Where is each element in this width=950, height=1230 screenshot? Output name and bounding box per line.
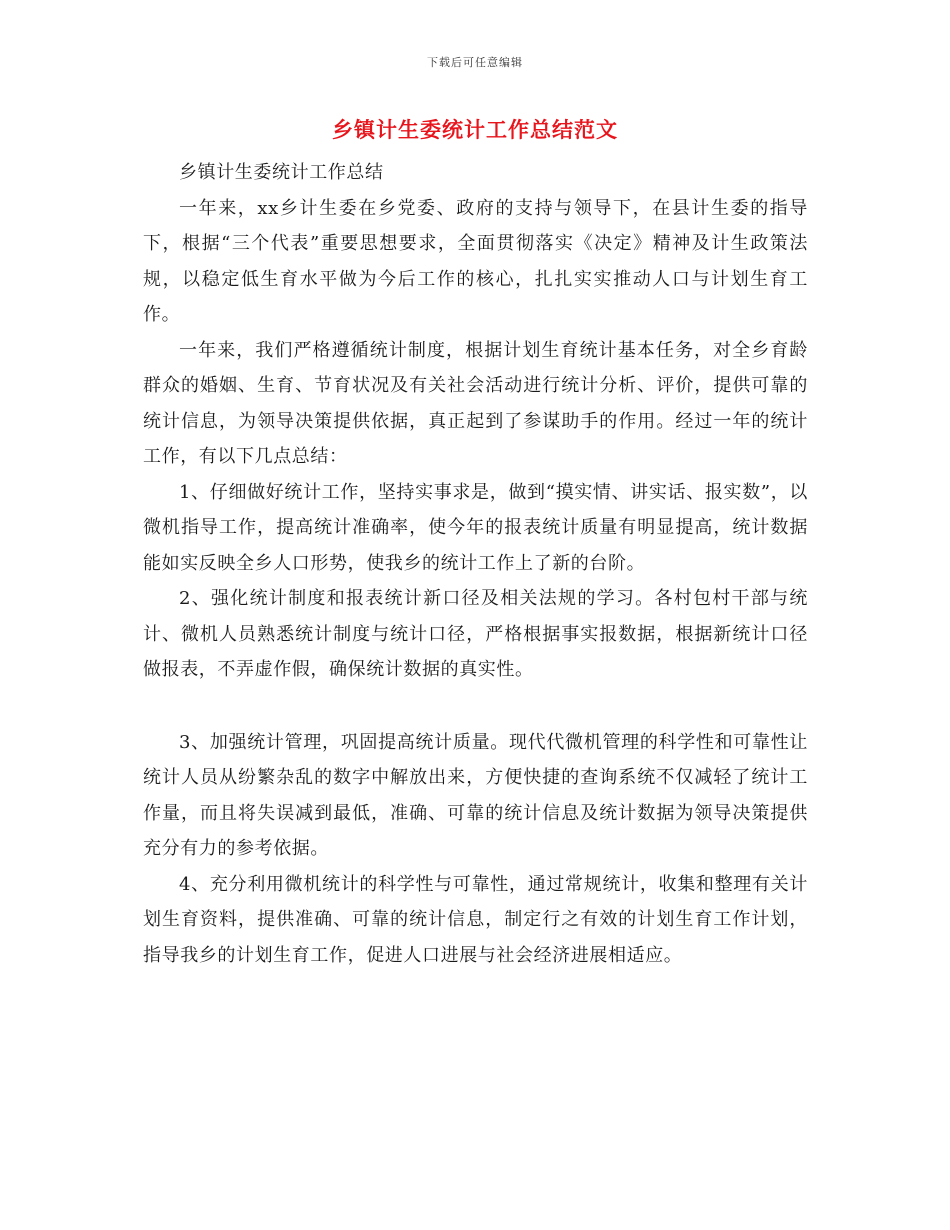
paragraph-point-2: 2、强化统计制度和报表统计新口径及相关法规的学习。各村包村干部与统计、微机人员熟悉统计制度与统计口径，严格根据事实报数据，根据新统计口径做报表，不弄虚作假，确保统计数据的真实性。 [143,588,808,680]
document-body [143,155,808,973]
header-note: 下载后可任意编辑 [427,56,523,69]
paragraph-point-4: 4、充分利用微机统计的科学性与可靠性，通过常规统计，收集和整理有关计划生育资料，提供准确、可靠的统计信息，制定行之有效的计划生育工作计划，指导我乡的计划生育工作，促进人口进展与社会经济进展相适应。 [143,873,808,966]
document-subtitle: 乡镇计生委统计工作总结 [179,162,384,183]
paragraph-point-1: 1、仔细做好统计工作，坚持实事求是，做到“摸实情、讲实话、报实数”，以微机指导工作，提高统计准确率，使今年的报表统计质量有明显提高，统计数据能如实反映全乡人口形势，使我乡的统计工作上了新的台阶。 [143,481,808,574]
paragraph-intro: 一年来，xx乡计生委在乡党委、政府的支持与领导下，在县计生委的指导下，根据“三个代表”重要思想要求，全面贯彻落实《决定》精神及计生政策法规，以稳定低生育水平做为今后工作的核心，扎扎实实推动人口与计划生育工作。 [143,197,808,325]
paragraph-point-3: 3、加强统计管理，巩固提高统计质量。现代代微机管理的科学性和可靠性让统计人员从纷繁杂乱的数字中解放出来，方便快捷的查询系统不仅减轻了统计工作量，而且将失误减到最低，准确、可靠的统计信息及统计数据为领导决策提供充分有力的参考依据。 [143,731,808,859]
document-title: 乡镇计生委统计工作总结范文 [332,118,618,142]
paragraph-overview: 一年来，我们严格遵循统计制度，根据计划生育统计基本任务，对全乡育龄群众的婚姻、生育、节育状况及有关社会活动进行统计分析、评价，提供可靠的统计信息，为领导决策提供依据，真正起到了参谋助手的作用。经过一年的统计工作，有以下几点总结： [143,339,808,467]
